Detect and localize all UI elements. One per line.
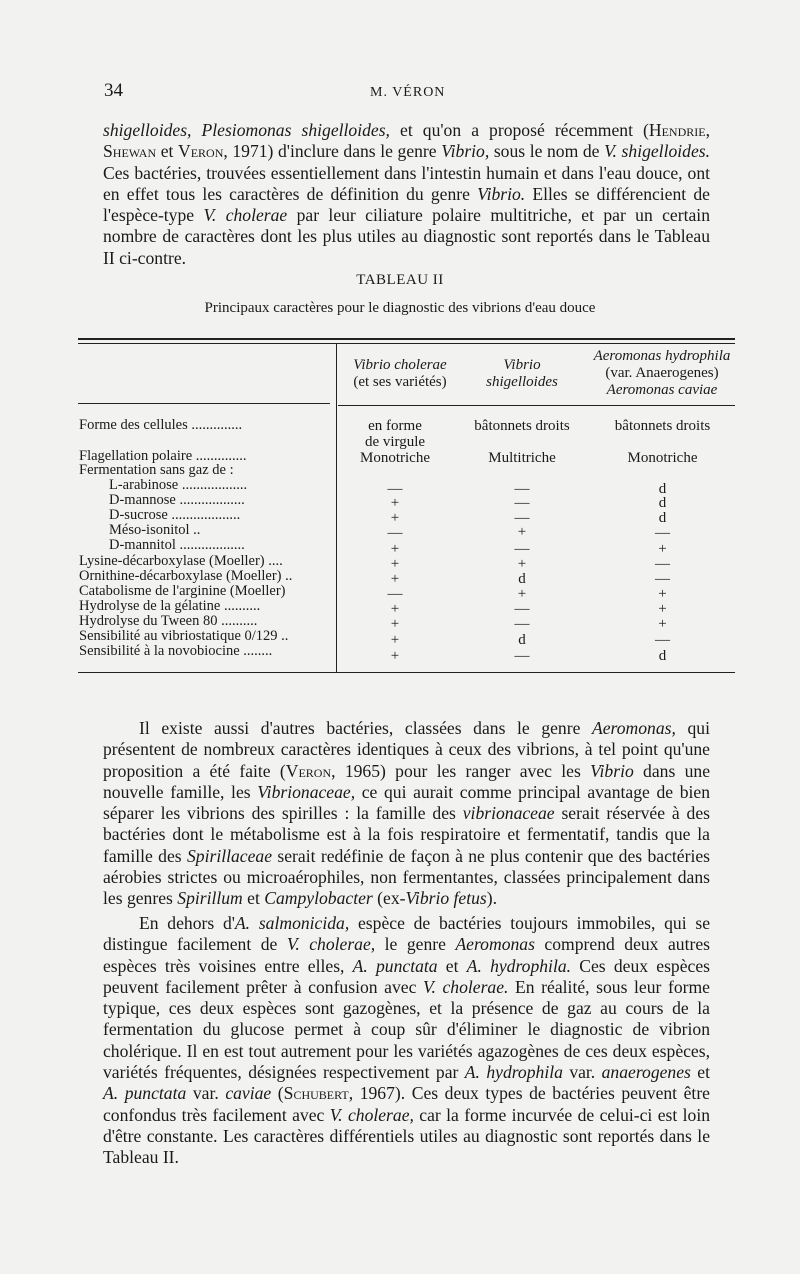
paragraph-intro: shigelloides, Plesiomonas shigelloides, et qu'on a proposé récemment (Hendrie, Shewan et Veron, 1971) d'inclure dans le genre Vibrio, sous le nom de V. shigelloides. Ces bactéries, trouvées essentiellement dans l'intestin humain et dans l'eau douce, ont en effet tous les caractères de définition du genre Vibrio. Elles se différencient de l'espèce-type V. cholerae par leur ciliature polaire multitriche, et par un certain nombre de caractères dont les plus utiles au diagnostic sont reportés dans le Tableau II ci-contre. [103, 120, 710, 268]
cell: + [517, 586, 527, 602]
column-header-line: shigelloides [486, 374, 558, 390]
row-label: Catabolisme de l'arginine (Moeller) [79, 583, 286, 599]
table-subtitle: Principaux caractères pour le diagnostic des vibrions d'eau douce [204, 300, 596, 316]
cell: + [658, 541, 667, 557]
cell: — [514, 481, 530, 497]
cell: d [658, 510, 667, 526]
cell: d [658, 481, 667, 497]
cell: + [390, 495, 400, 511]
row-label: Sensibilité au vibriostatique 0/129 .. [79, 628, 289, 644]
paragraph-salmonicida: En dehors d'A. salmonicida, espèce de bactéries toujours immobiles, qui se distingue facilement de V. cholerae, le genre Aeromonas comprend deux autres espèces très voisines entre elles, A. punctata et A. hydrophila. Ces deux espèces peuvent facilement prêter à confusion avec V. cholerae. En réalité, sous leur forme typique, ces deux espèces sont gazogènes, et la présence de gaz au cours de la fermentation du glucose permet à coup sûr d'éliminer le diagnostic de vibrion cholérique. Il en est tout autrement pour les variétés agazogènes de ces deux espèces, variétés fréquentes, désignées respectivement par A. hydrophila var. anaerogenes et A. punctata var. caviae (Schubert, 1967). Ces deux types de bactéries peuvent être confondus très facilement avec V. cholerae, car la forme incurvée de celui-ci est loin d'être constante. Les caractères différentiels utiles au diagnostic sont reportés dans le Tableau II. [103, 913, 711, 1168]
row-label: Méso-isonitol .. [109, 522, 201, 538]
cell: + [517, 556, 527, 572]
table-bottom-rule [78, 672, 735, 673]
cell: + [390, 632, 400, 648]
cell: bâtonnets droits [474, 418, 570, 434]
column-header-line: (var. Anaerogenes) [605, 365, 719, 381]
cell: — [655, 556, 670, 572]
cell: — [387, 481, 403, 497]
table-header-rule [78, 403, 330, 404]
cell: en forme [368, 418, 422, 434]
row-label: D-mannitol .................. [109, 537, 245, 553]
row-label: D-sucrose ................... [109, 507, 241, 523]
cell: — [514, 648, 530, 664]
cell: — [514, 616, 530, 632]
page-number: 34 [104, 80, 123, 101]
cell: + [658, 616, 667, 632]
table-top-rule-thin [78, 343, 735, 344]
cell: + [517, 524, 527, 540]
cell: bâtonnets droits [614, 418, 711, 434]
cell: — [514, 510, 530, 526]
cell: — [514, 495, 530, 511]
cell: + [390, 601, 400, 617]
row-label: Flagellation polaire .............. [79, 448, 247, 464]
row-label: Sensibilité à la novobiocine ........ [79, 643, 273, 659]
cell: + [390, 571, 400, 587]
cell: + [658, 601, 667, 617]
column-header-vibrio-cholerae [340, 357, 460, 391]
row-label: Hydrolyse de la gélatine .......... [79, 598, 261, 614]
cell: d [658, 648, 667, 664]
cell: — [387, 525, 403, 541]
running-head: M. VÉRON [370, 85, 446, 100]
cell: Monotriche [360, 450, 430, 466]
table-top-rule [78, 338, 735, 340]
column-header-vibrio-shigelloides [462, 357, 582, 391]
column-header-line: Aeromonas caviae [606, 382, 718, 398]
row-label: D-mannose .................. [109, 492, 245, 508]
cell: — [655, 525, 670, 541]
cell: d [518, 632, 526, 648]
column-header-line: Aeromonas hydrophila [593, 348, 731, 364]
row-label: Forme des cellules .............. [79, 417, 243, 433]
cell: — [655, 571, 670, 587]
cell: + [390, 510, 400, 526]
row-label: Lysine-décarboxylase (Moeller) .... [79, 553, 283, 569]
row-label: Hydrolyse du Tween 80 .......... [79, 613, 258, 629]
row-label: Ornithine-décarboxylase (Moeller) .. [79, 568, 293, 584]
table-header-rule-right [338, 405, 735, 406]
column-header-aeromonas [586, 348, 738, 399]
cell: de virgule [364, 434, 426, 450]
cell: d [658, 495, 667, 511]
cell: — [655, 632, 670, 648]
cell: + [390, 541, 400, 557]
row-label: Fermentation sans gaz de : [79, 462, 234, 478]
cell: + [390, 648, 400, 664]
column-header-line: Vibrio cholerae [353, 357, 447, 373]
cell: — [387, 586, 403, 602]
cell: + [390, 556, 400, 572]
paragraph-aeromonas: Il existe aussi d'autres bactéries, classées dans le genre Aeromonas, qui présentent de nombreux caractères identiques à ceux des vibrions, à tel point qu'une proposition a été faite (Veron, 1965) pour les ranger avec les Vibrio dans une nouvelle famille, les Vibrionaceae, ce qui aurait comme principal avantage de bien séparer les vibrions des spirilles : la famille des vibrionaceae serait réservée à des bactéries dont le métabolisme est à la fois respiratoire et fermentatif, tandis que la famille des Spirillaceae serait redéfinie de façon à ne plus contenir que des bactéries aérobies strictes ou microaérophiles, non fermentantes, classées principalement dans les genres Spirillum et Campylobacter (ex-Vibrio fetus). [103, 718, 710, 909]
cell: + [390, 616, 400, 632]
column-header-line: (et ses variétés) [353, 374, 447, 390]
cell: — [514, 601, 530, 617]
cell: d [518, 571, 526, 587]
column-header-line: Vibrio [503, 357, 541, 373]
cell: Monotriche [627, 450, 698, 466]
row-label: L-arabinose .................. [109, 477, 248, 493]
table-title: TABLEAU II [356, 272, 444, 288]
cell: Multitriche [488, 450, 556, 466]
cell: — [514, 541, 530, 557]
cell: + [658, 586, 667, 602]
table-divider [336, 344, 337, 672]
